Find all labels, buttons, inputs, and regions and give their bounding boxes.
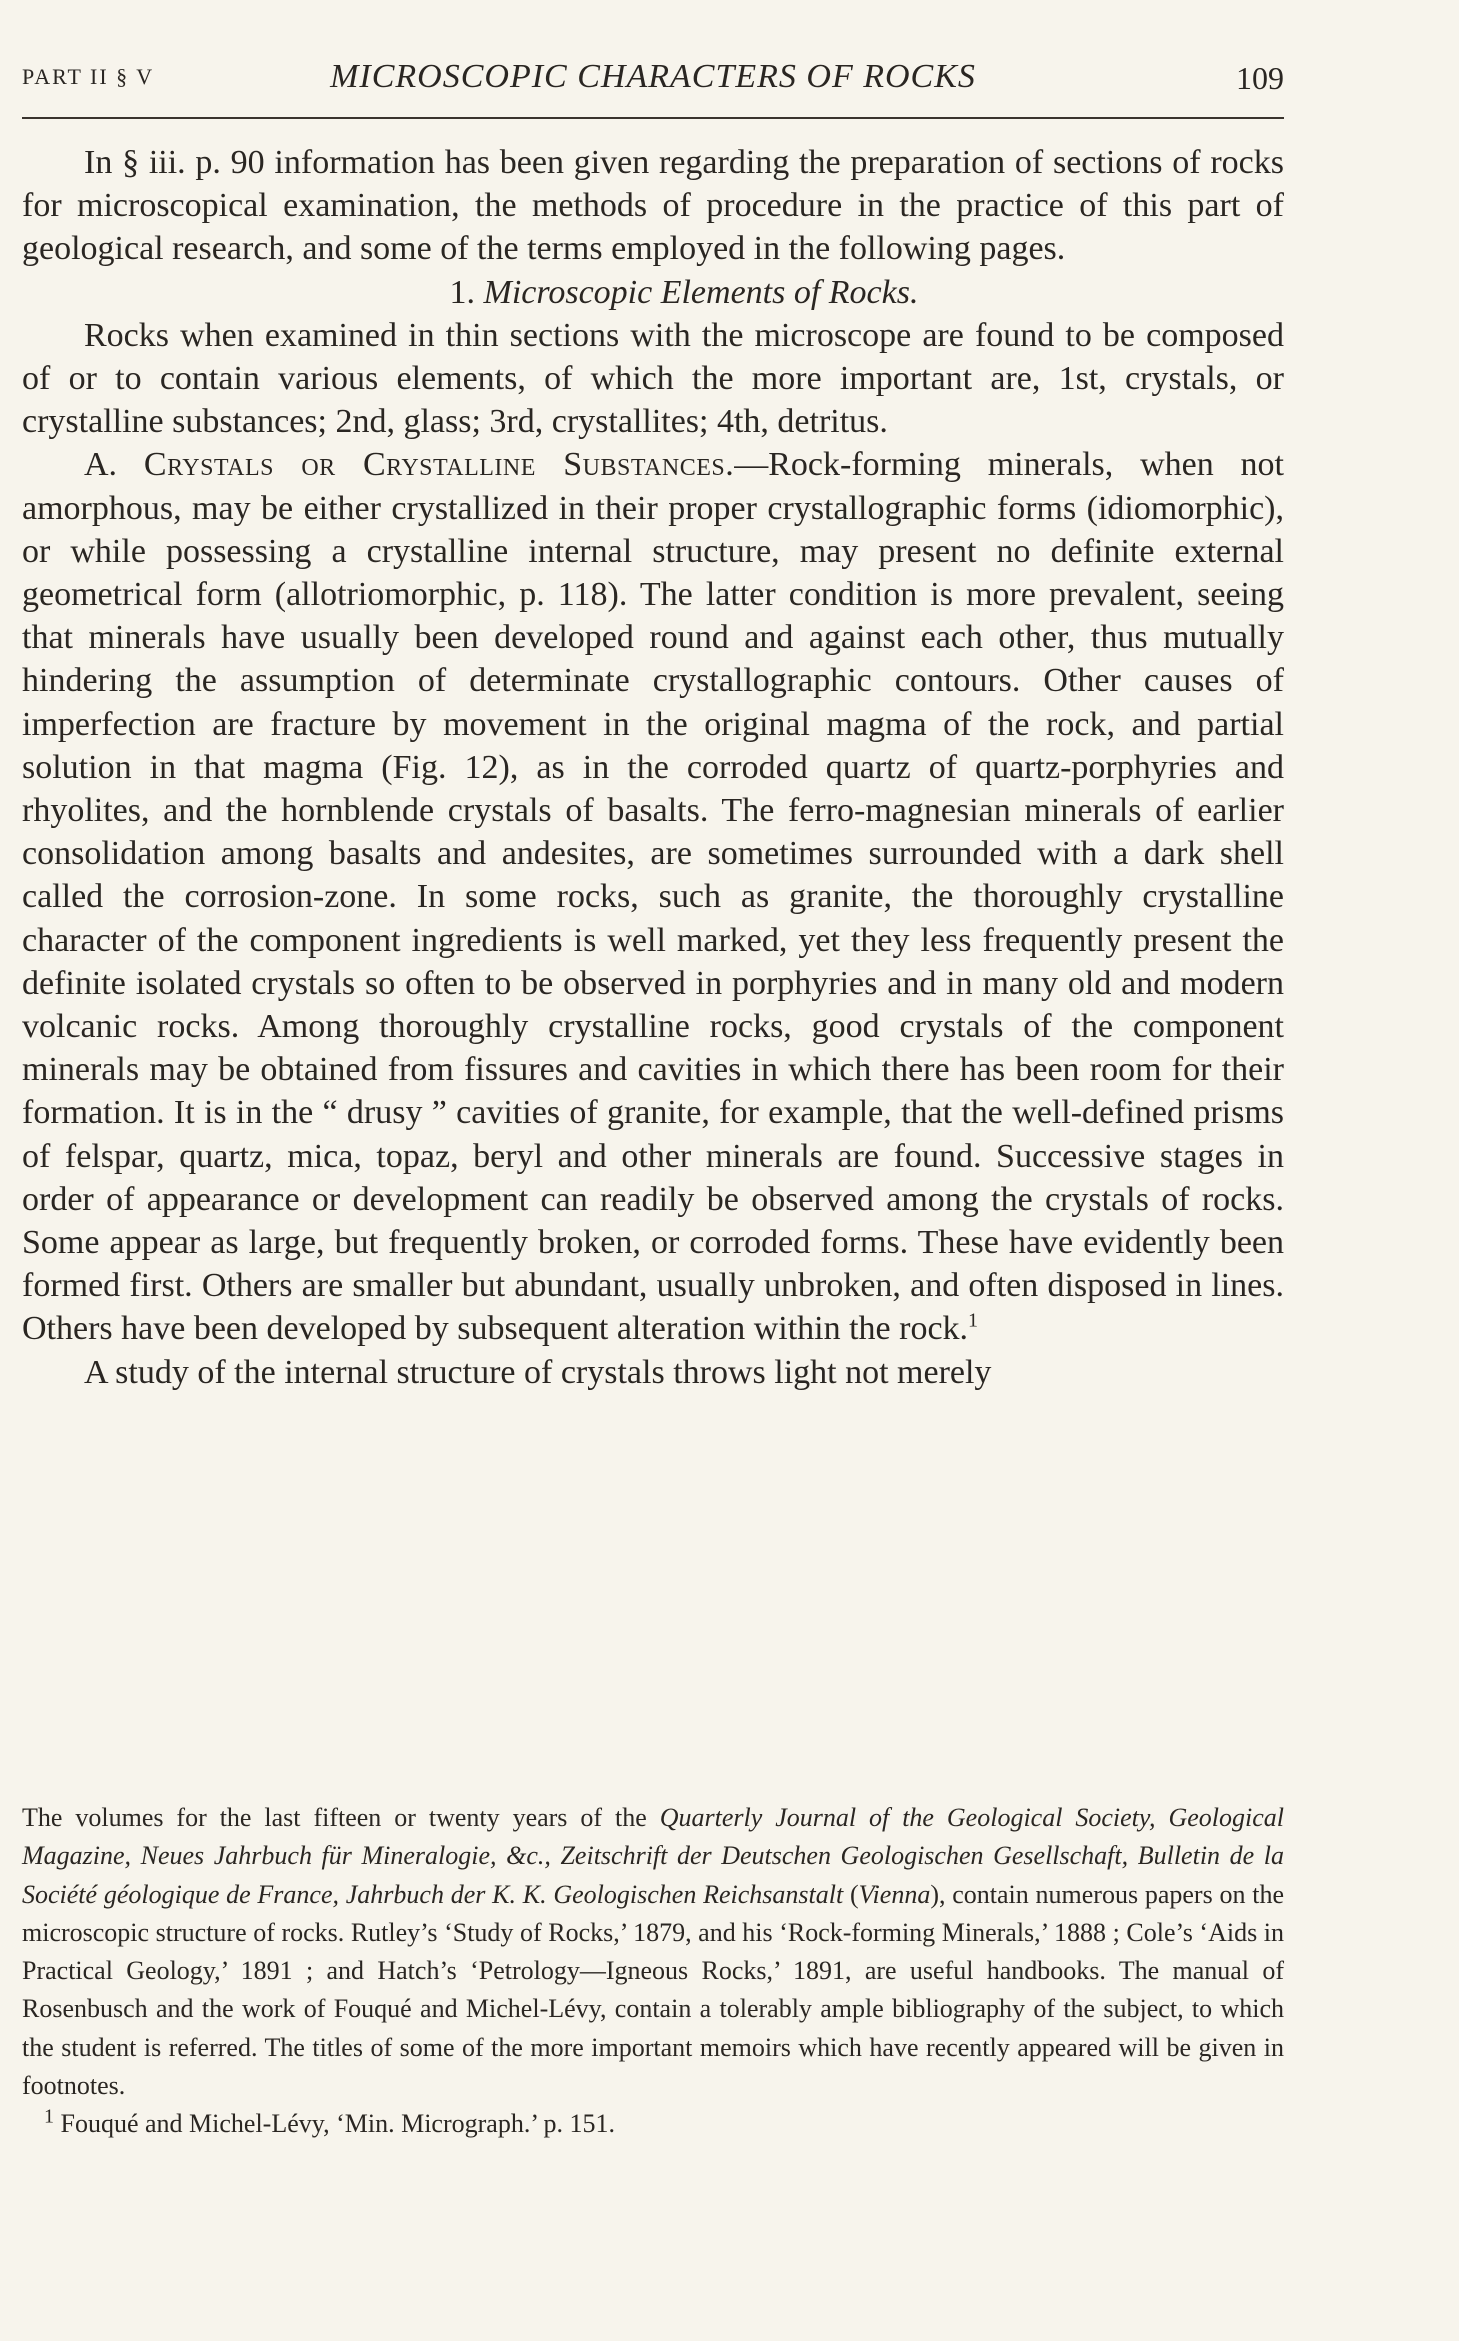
header-rule [22,117,1284,119]
footnote-vienna: Vienna [858,1879,931,1909]
paragraph-rocks: Rocks when examined in thin sections with the microscope are found to be composed of or to contain various elements, of which the more important are, 1st, crystals, or crystalline substances; 2nd, glass; 3rd, crystallites; 4th, detritus. [22,316,1284,441]
running-title: MICROSCOPIC CHARACTERS OF ROCKS [330,58,976,95]
paragraph-a-heading: Crystals or Crystalline Substances. [143,446,735,484]
section-number: 1. [449,273,476,311]
footnote-general-lead: The volumes for the last fifteen or twenty years of the [22,1803,660,1832]
footnote-1-text: Fouqué and Michel-Lévy, ‘Min. Micrograph.’ p. 151. [60,2109,616,2139]
section-heading [22,271,1284,314]
paragraph-crystals [22,443,1284,1350]
footnote-journals: Quarterly Journal of the Geological Society, Geological Magazine, Neues Jahrbuch für Mineralogie, &c., Zeitschrift der Deutschen Geologischen Gesellschaft, Bulletin de la Société géologique de France, Jahrbuch der K. K. Geologischen Reichsanstalt [22,1803,1284,1909]
footnote-paren-open: ( [843,1879,859,1909]
footnote-general-rest: ), contain numerous papers on the microscopic structure of rocks. Rutley’s ‘Study of Rocks,’ 1879, and his ‘Rock-forming Minerals,’ 1888 ; Cole’s ‘Aids in Practical Geology,’ 1891 ; and Hatch’s ‘Petrology—Igneous Rocks,’ 1891, are useful handbooks. The manual of Rosenbusch and the work of Fouqué and Michel-Lévy, contain a tolerably ample bibliography of the subject, to which the student is referred. The titles of some of the more important memoirs which have recently appeared will be given in footnotes. [22,1879,1284,2101]
footnotes [22,1799,1284,2144]
paragraph-study: A study of the internal structure of crystals throws light not merely [84,1353,992,1391]
page-number: 109 [1236,60,1284,96]
footnote-general [22,1799,1284,2105]
intro-paragraph: In § iii. p. 90 information has been given regarding the preparation of sections of rocks for microscopical examination, the methods of procedure in the practice of this part of geological research, and some of the terms employed in the following pages. [22,144,1284,268]
paragraph-a-label: A. [84,446,118,484]
book-page [22,0,1284,2341]
running-header [22,58,1284,104]
body-text [22,141,1284,1394]
footnote-1 [22,2105,1284,2143]
paragraph-a-text: —Rock-forming minerals, when not amorphous, may be either crystallized in their proper crystallographic forms (idiomorphic), or while possessing a crystalline internal structure, may present no definite external geometrical form (allotriomorphic, p. 118). The latter condition is more prevalent, seeing that minerals have usually been developed round and against each other, thus mutually hindering the assumption of determinate crystallographic contours. Other causes of imperfection are fracture by movement in the original magma of the rock, and partial solution in that magma (Fig. 12), as in the corroded quartz of quartz-porphyries and rhyolites, and the hornblende crystals of basalts. The ferro-magnesian minerals of earlier consolidation among basalts and andesites, are sometimes surrounded with a dark shell called the corrosion-zone. In some rocks, such as granite, the thoroughly crystalline character of the component ingredients is well marked, yet they less frequently present the definite isolated crystals so often to be observed in porphyries and in many old and modern volcanic rocks. Among thoroughly crystalline rocks, good crystals of the component minerals may be obtained from fissures and cavities in which there has been room for their formation. It is in the “ drusy ” cavities of granite, for example, that the well-defined prisms of felspar, quartz, mica, topaz, beryl and other minerals are found. Successive stages in order of appearance or development can readily be observed among the crystals of rocks. Some appear as large, but frequently broken, or corroded forms. These have evidently been formed first. Others are smaller but abundant, usually unbroken, and often disposed in lines. Others have been developed by subsequent alteration within the rock. [22,446,1285,1348]
footnote-ref-1[interactable]: 1 [968,1310,979,1333]
section-title: Microscopic Elements of Rocks. [483,273,919,311]
part-section-label: PART II § V [22,64,155,89]
footnote-1-marker: 1 [44,2105,54,2128]
